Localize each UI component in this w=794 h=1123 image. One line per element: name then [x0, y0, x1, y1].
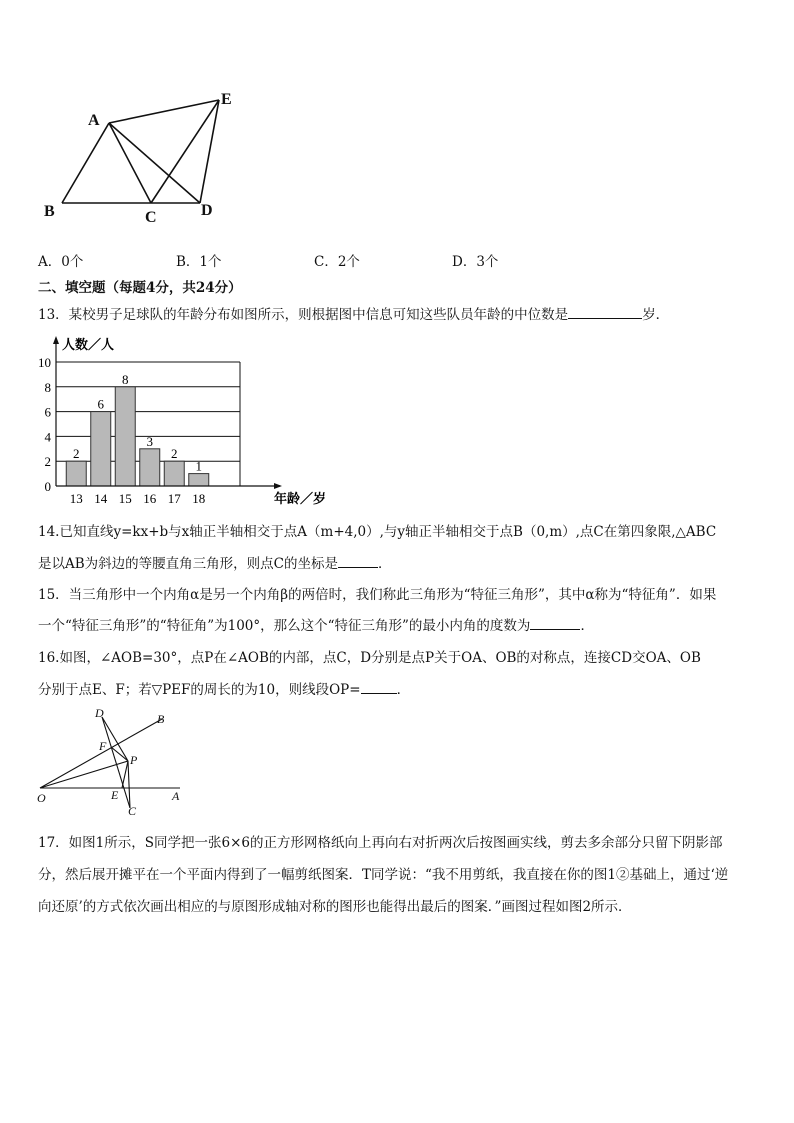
q15-line2: 一个“特征三角形”的“特征角”为100°，那么这个“特征三角形”的最小内角的度数为: [38, 618, 531, 634]
x-tick-label: 15: [118, 491, 132, 506]
y-tick-label: 2: [44, 454, 51, 470]
label-a: A: [88, 112, 100, 129]
label-f: F: [99, 739, 107, 753]
label-a: A: [172, 789, 180, 803]
x-axis-arrow: [274, 483, 282, 489]
option-a: A．0个: [38, 254, 84, 270]
label-d: D: [95, 706, 104, 720]
label-e: E: [221, 91, 232, 108]
y-tick-label: 8: [44, 379, 51, 395]
bar-data-label: 6: [97, 396, 104, 412]
bar: [164, 461, 184, 486]
y-axis-label: 人数／人: [62, 337, 115, 352]
bar: [140, 449, 160, 486]
question-15-line2: [38, 614, 594, 634]
option-c: C．2个: [314, 254, 360, 270]
q16-end: ．: [396, 682, 411, 698]
bar-data-label: 3: [146, 433, 153, 449]
option-b: B．1个: [176, 254, 222, 270]
label-d: D: [201, 202, 213, 219]
x-tick-label: 13: [69, 491, 83, 506]
question-13: [38, 303, 669, 323]
x-tick-label: 14: [94, 491, 108, 506]
bar: [115, 387, 135, 486]
q13-suffix: 岁．: [642, 307, 670, 323]
ray-ob: [40, 719, 162, 788]
bar: [189, 474, 209, 486]
segment-op: [40, 761, 128, 788]
q16-line2: 分别于点E、F；若▽PEF的周长的为10，则线段OP=: [38, 682, 361, 698]
x-tick-label: 16: [143, 491, 157, 506]
y-axis-arrow: [53, 336, 59, 344]
segment-ac: [109, 123, 151, 203]
q17-line3: 向还原’的方式依次画出相应的与原图形成轴对称的图形也能得出最后的图案．”画图过程如图2所示．: [38, 899, 632, 915]
label-e: E: [111, 788, 119, 802]
q14-line1: 14.已知直线y=kx+b与x轴正半轴相交于点A（m+4,0）,与y轴正半轴相交于点B（0,m）,点C在第四象限,△ABC: [38, 524, 717, 540]
x-axis-label: 年龄／岁: [274, 491, 327, 506]
q14-line2: 是以AB为斜边的等腰直角三角形，则点C的坐标是: [38, 556, 338, 572]
q15-end: ．: [580, 618, 594, 634]
figure-angle-aob: [30, 702, 200, 820]
segment-ba: [62, 123, 109, 203]
label-p: P: [130, 753, 138, 767]
q16-line1: 16.如图，∠AOB=30°，点P在∠AOB的内部，点C，D分别是点P关于OA、OB的对称点，连接CD交OA、OB: [38, 650, 701, 666]
q17-line1: 17．如图1所示，S同学把一张6×6的正方形网格纸向上再向右对折两次后按图画实线，剪去多余部分只留下阴影部: [38, 835, 723, 851]
q14-end: ．: [378, 556, 392, 572]
bar: [66, 461, 86, 486]
segment-pe: [122, 761, 128, 788]
label-b: B: [157, 712, 165, 726]
label-c: C: [145, 209, 157, 226]
age-bar-chart: [30, 332, 327, 510]
y-tick-label: 0: [44, 479, 51, 494]
question-14-line2: [38, 552, 392, 572]
x-tick-label: 17: [167, 491, 181, 506]
y-tick-label: 10: [38, 355, 51, 370]
q15-answer-blank: [530, 617, 580, 630]
bar: [91, 412, 111, 486]
x-tick-label: 18: [192, 491, 206, 506]
bar-data-label: 1: [195, 458, 202, 474]
figure-triangles: [38, 85, 258, 230]
y-tick-label: 4: [44, 429, 51, 445]
bar-data-label: 2: [171, 446, 178, 462]
option-d: D．3个: [452, 254, 499, 270]
q15-line1: 15．当三角形中一个内角α是另一个内角β的两倍时，我们称此三角形为“特征三角形”，其中α称为“特征角”．如果: [38, 587, 717, 603]
section-title: 二、填空题（每题4分，共24分）: [38, 280, 242, 296]
bar-data-label: 8: [122, 371, 129, 387]
q16-answer-blank: [361, 681, 397, 694]
segment-ae: [109, 100, 219, 123]
q13-text: 13．某校男子足球队的年龄分布如图所示，则根据图中信息可知这些队员年龄的中位数是: [38, 307, 569, 323]
y-tick-label: 6: [44, 404, 51, 420]
q13-answer-blank: [568, 306, 642, 319]
label-b: B: [44, 203, 55, 220]
question-16-line2: [38, 678, 410, 698]
label-o: O: [37, 791, 46, 805]
bar-data-label: 2: [73, 446, 80, 462]
q17-line2: 分，然后展开摊平在一个平面内得到了一幅剪纸图案．T同学说：“我不用剪纸，我直接在你的图1②基础上，通过‘逆: [38, 867, 729, 883]
segment-ad: [109, 123, 200, 203]
label-c: C: [128, 804, 137, 818]
q14-answer-blank: [338, 555, 378, 568]
